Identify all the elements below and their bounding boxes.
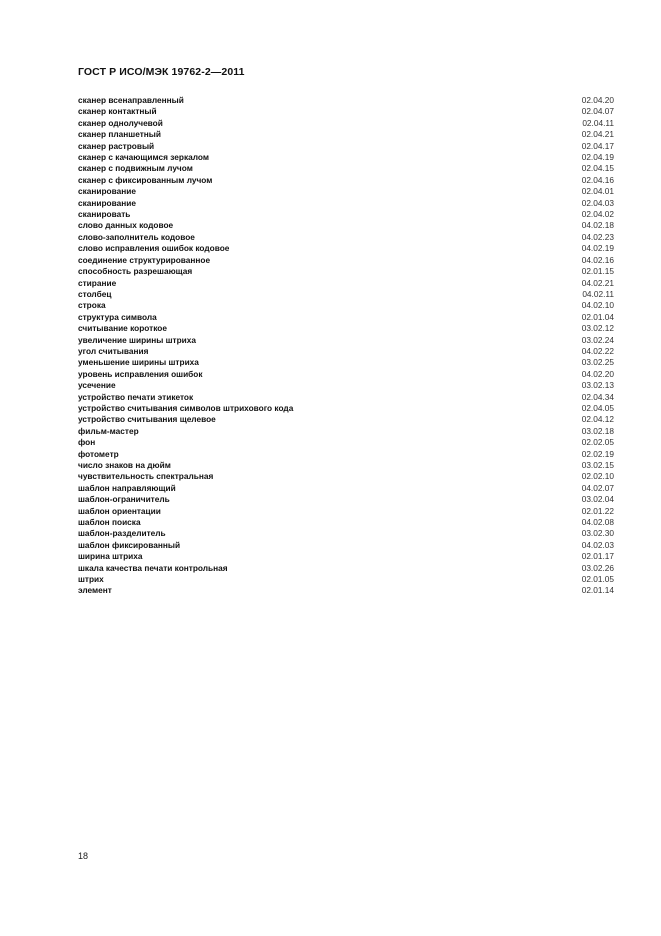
index-code: 03.02.12 bbox=[581, 323, 614, 334]
standard-title: ГОСТ Р ИСО/МЭК 19762-2—2011 bbox=[78, 66, 245, 78]
document-header bbox=[78, 66, 245, 78]
index-entry bbox=[78, 335, 614, 346]
index-term: шаблон ориентации bbox=[78, 505, 161, 516]
index-term: устройство печати этикеток bbox=[78, 391, 194, 402]
index-code: 02.04.02 bbox=[581, 209, 614, 220]
index-code: 04.02.08 bbox=[581, 517, 614, 528]
index-code: 02.02.10 bbox=[581, 471, 614, 482]
index-entry bbox=[78, 152, 614, 163]
index-term: уменьшение ширины штриха bbox=[78, 357, 199, 368]
index-code: 02.02.05 bbox=[581, 437, 614, 448]
index-code: 02.04.01 bbox=[581, 186, 614, 197]
index-code: 02.01.05 bbox=[581, 574, 614, 585]
index-entry bbox=[78, 163, 614, 174]
index-code: 03.02.13 bbox=[581, 380, 614, 391]
index-code: 02.01.04 bbox=[581, 311, 614, 322]
index-term: устройство считывания щелевое bbox=[78, 414, 216, 425]
index-entry bbox=[78, 471, 614, 482]
index-entry bbox=[78, 209, 614, 220]
index-entry bbox=[78, 175, 614, 186]
index-entry bbox=[78, 255, 614, 266]
index-entry bbox=[78, 232, 614, 243]
index-entry bbox=[78, 243, 614, 254]
index-code: 02.04.15 bbox=[581, 163, 614, 174]
index-code: 02.04.21 bbox=[581, 129, 614, 140]
index-entry bbox=[78, 414, 614, 425]
index-code: 03.02.25 bbox=[581, 357, 614, 368]
index-term: шаблон направляющий bbox=[78, 482, 176, 493]
index-term: фон bbox=[78, 437, 96, 448]
index-code: 02.04.05 bbox=[581, 402, 614, 413]
index-code: 02.01.15 bbox=[581, 266, 614, 277]
index-entry bbox=[78, 198, 614, 209]
page-number: 18 bbox=[78, 851, 89, 861]
index-code: 04.02.18 bbox=[581, 220, 614, 231]
index-code: 04.02.11 bbox=[582, 288, 614, 299]
index-entry bbox=[78, 585, 614, 596]
index-term: сканер всенаправленный bbox=[78, 95, 184, 105]
index-term: сканировать bbox=[78, 209, 131, 220]
index-code: 03.02.26 bbox=[581, 562, 614, 573]
index-code: 02.04.12 bbox=[581, 414, 614, 425]
index-term: устройство считывания символов штрихового кода bbox=[78, 402, 294, 413]
index-code: 02.04.07 bbox=[581, 106, 614, 117]
index-term: стирание bbox=[78, 277, 117, 288]
index-term: сканирование bbox=[78, 197, 136, 208]
index-code: 03.02.18 bbox=[581, 425, 614, 436]
index-entry bbox=[78, 506, 614, 517]
index-entry bbox=[78, 95, 614, 106]
index-code: 04.02.23 bbox=[581, 231, 614, 242]
index-term: считывание короткое bbox=[78, 323, 167, 334]
index-term: штрих bbox=[78, 574, 104, 585]
index-term: сканирование bbox=[78, 186, 136, 197]
index-entry bbox=[78, 278, 614, 289]
index-code: 03.02.30 bbox=[581, 528, 614, 539]
index-term: элемент bbox=[78, 585, 112, 596]
index-term: фотометр bbox=[78, 448, 119, 459]
index-term: шаблон поиска bbox=[78, 517, 141, 528]
index-entry bbox=[78, 494, 614, 505]
index-entry bbox=[78, 346, 614, 357]
index-term: соединение структурированное bbox=[78, 254, 211, 265]
index-term: увеличение ширины штриха bbox=[78, 334, 197, 345]
index-code: 03.02.04 bbox=[581, 494, 614, 505]
index-entry bbox=[78, 540, 614, 551]
index-code: 04.02.16 bbox=[581, 254, 614, 265]
index-entry bbox=[78, 186, 614, 197]
index-entry bbox=[78, 403, 614, 414]
index-term: сканер контактный bbox=[78, 106, 157, 117]
index-entry bbox=[78, 426, 614, 437]
index-entry bbox=[78, 369, 614, 380]
index-entry bbox=[78, 380, 614, 391]
index-code: 04.02.07 bbox=[581, 482, 614, 493]
index-code: 02.04.34 bbox=[581, 391, 614, 402]
index-code: 02.04.16 bbox=[581, 174, 614, 185]
index-entry bbox=[78, 392, 614, 403]
index-entry bbox=[78, 300, 614, 311]
index-entry bbox=[78, 460, 614, 471]
index-entry bbox=[78, 528, 614, 539]
index-entry bbox=[78, 323, 614, 334]
index-term: чувствительность спектральная bbox=[78, 471, 214, 482]
index-code: 02.04.20 bbox=[581, 95, 614, 105]
index-term: шаблон-ограничитель bbox=[78, 494, 170, 505]
index-entry bbox=[78, 517, 614, 528]
index-term: шаблон-разделитель bbox=[78, 528, 166, 539]
index-code: 02.04.11 bbox=[582, 117, 614, 128]
index-term: фильм-мастер bbox=[78, 425, 139, 436]
index-code: 02.01.17 bbox=[581, 551, 614, 562]
index-term: шкала качества печати контрольная bbox=[78, 562, 228, 573]
index-term: слово данных кодовое bbox=[78, 220, 174, 231]
index-entry bbox=[78, 551, 614, 562]
index-entry bbox=[78, 437, 614, 448]
index-term: сканер растровый bbox=[78, 140, 155, 151]
index-code: 04.02.03 bbox=[581, 539, 614, 550]
index-term: ширина штриха bbox=[78, 551, 143, 562]
index-entry bbox=[78, 129, 614, 140]
index-term: шаблон фиксированный bbox=[78, 539, 181, 550]
index-term: сканер однолучевой bbox=[78, 117, 163, 128]
index-code: 02.01.22 bbox=[581, 505, 614, 516]
index-entry bbox=[78, 266, 614, 277]
index-term: строка bbox=[78, 300, 106, 311]
index-code: 03.02.24 bbox=[581, 334, 614, 345]
index-code: 02.04.17 bbox=[581, 140, 614, 151]
index-code: 04.02.21 bbox=[581, 277, 614, 288]
index-entry bbox=[78, 141, 614, 152]
index-code: 04.02.22 bbox=[581, 345, 614, 356]
index-code: 03.02.15 bbox=[581, 460, 614, 470]
index-code: 04.02.19 bbox=[581, 243, 614, 254]
index-entry bbox=[78, 220, 614, 231]
index-code: 04.02.20 bbox=[581, 368, 614, 379]
index-entry bbox=[78, 449, 614, 460]
index-entry bbox=[78, 289, 614, 300]
index-code: 02.01.14 bbox=[581, 585, 614, 596]
index-term: угол считывания bbox=[78, 345, 149, 356]
index-term: способность разрешающая bbox=[78, 266, 193, 277]
index-entry bbox=[78, 106, 614, 117]
index-code: 02.04.19 bbox=[581, 152, 614, 163]
index-term: сканер планшетный bbox=[78, 129, 161, 140]
index-entry bbox=[78, 118, 614, 129]
index-entry bbox=[78, 563, 614, 574]
index-term: сканер с подвижным лучом bbox=[78, 163, 193, 174]
index-term: сканер с качающимся зеркалом bbox=[78, 152, 209, 163]
index-code: 02.02.19 bbox=[581, 448, 614, 459]
index-term: число знаков на дюйм bbox=[78, 460, 171, 470]
index-term: уровень исправления ошибок bbox=[78, 368, 203, 379]
index-entry bbox=[78, 357, 614, 368]
index-term: слово исправления ошибок кодовое bbox=[78, 243, 230, 254]
index-term: усечение bbox=[78, 380, 116, 391]
index-term: слово-заполнитель кодовое bbox=[78, 231, 195, 242]
index-code: 04.02.10 bbox=[581, 300, 614, 311]
index-entry bbox=[78, 483, 614, 494]
term-index-list bbox=[78, 95, 614, 597]
index-code: 02.04.03 bbox=[581, 197, 614, 208]
index-term: сканер с фиксированным лучом bbox=[78, 174, 213, 185]
index-term: столбец bbox=[78, 288, 112, 299]
index-entry bbox=[78, 312, 614, 323]
index-entry bbox=[78, 574, 614, 585]
index-term: структура символа bbox=[78, 311, 157, 322]
